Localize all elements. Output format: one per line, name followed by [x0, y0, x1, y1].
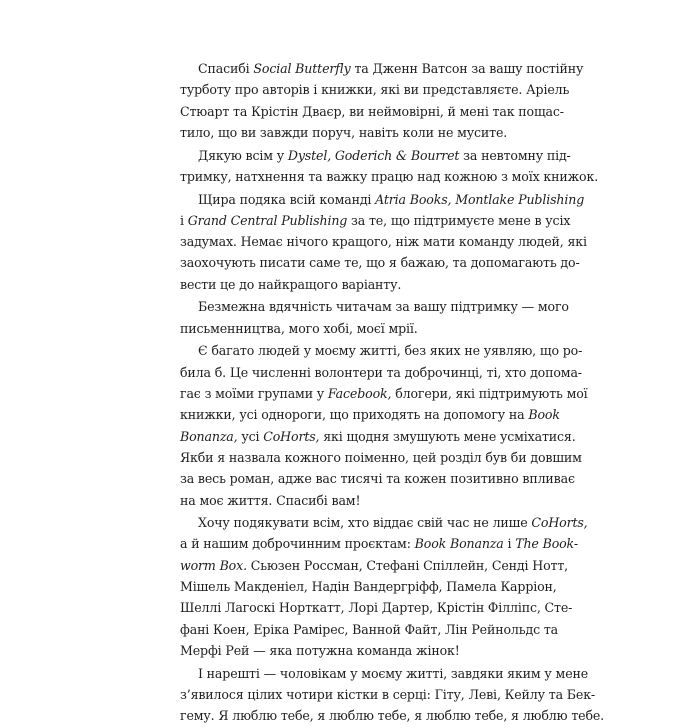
- text-run: Хочу подякувати всім, хто віддає свій час не лише: [198, 515, 532, 531]
- text-line: [180, 619, 558, 640]
- text-run: вести це до найкращого варіанту.: [180, 276, 402, 292]
- text-line: [180, 597, 573, 618]
- paragraph: [180, 58, 584, 143]
- text-run: Дякую всім у: [198, 147, 288, 163]
- text-line: [180, 576, 557, 597]
- text-line: [180, 274, 523, 295]
- text-run: за те, що підтримуєте мене в усіх: [347, 212, 571, 228]
- text-run: гає з моїми групами у: [180, 386, 328, 402]
- italic-title: CoHorts,: [531, 515, 588, 531]
- text-run: фані Коен, Еріка Рамірес, Ванной Файт, Лін Рейнольдс та: [180, 621, 558, 637]
- italic-title: Atria Books, Montlake Publishing: [375, 191, 585, 207]
- text-run: а й нашим доброчинним проєктам:: [180, 536, 415, 552]
- text-run: усі: [237, 428, 264, 444]
- text-line: [180, 490, 523, 511]
- text-line: [180, 58, 584, 79]
- italic-title: Dystel, Goderich & Bourret: [287, 147, 460, 163]
- text-run: Безмежна вдячність читачам за вашу підтримку — мого: [198, 299, 569, 315]
- text-line: [180, 122, 523, 143]
- italic-title: Facebook,: [327, 386, 392, 402]
- text-line: [180, 663, 589, 684]
- text-run: за невтомну під-: [459, 147, 571, 163]
- text-run: з’явилося цілих чотири кістки в серці: Гіту, Леві, Кейлу та Бек-: [180, 686, 596, 702]
- paragraph: [180, 512, 588, 661]
- text-line: [180, 533, 578, 554]
- text-line: [180, 79, 570, 100]
- text-run: Сьюзен Россман, Стефані Спіллейн, Сенді Нотт,: [246, 557, 568, 573]
- text-run: гему. Я люблю тебе, я люблю тебе, я люблю тебе, я люблю тебе.: [180, 708, 605, 724]
- paragraph: [180, 296, 569, 339]
- text-run: тримку, натхнення та важку працю над кожною з моїх книжок.: [180, 168, 599, 184]
- text-run: турботу про авторів і книжки, які ви представляєте. Аріель: [180, 82, 570, 98]
- italic-title: worm Box.: [180, 557, 247, 573]
- text-run: І нарешті — чоловікам у моєму житті, завдяки яким у мене: [198, 665, 589, 681]
- italic-title: Bonanza,: [180, 428, 238, 444]
- text-line: [180, 252, 580, 273]
- text-line: [180, 404, 560, 425]
- text-line: [180, 318, 523, 339]
- text-run: Стюарт та Крістін Дваєр, ви неймовірні, й мені так пощас-: [180, 103, 564, 119]
- text-line: [180, 210, 571, 231]
- italic-title: Social Butterfly: [253, 61, 351, 76]
- text-run: і: [503, 536, 516, 552]
- text-line: [180, 145, 571, 166]
- text-line: [180, 101, 564, 122]
- text-run: книжки, усі однороги, що приходять на допомогу на: [180, 407, 529, 423]
- paragraph: [180, 340, 588, 510]
- text-run: які щодня змушують мене усміхатися.: [319, 428, 576, 444]
- text-line: [180, 555, 568, 576]
- text-run: Мішель Макденіел, Надін Вандергріфф, Памела Карріон,: [180, 579, 557, 595]
- text-run: письменництва, мого хобі, моєї мрії.: [180, 320, 418, 336]
- paragraph: [180, 189, 587, 295]
- paragraph: [180, 145, 599, 188]
- text-line: [180, 512, 588, 533]
- text-line: [180, 684, 596, 705]
- italic-title: Grand Central Publishing: [187, 212, 348, 228]
- text-line: [180, 426, 576, 447]
- italic-title: CoHorts,: [263, 428, 320, 444]
- italic-title: Book Bonanza: [414, 536, 504, 552]
- text-line: [180, 447, 582, 468]
- text-run: задумах. Немає нічого кращого, ніж мати команду людей, які: [180, 234, 587, 250]
- text-run: заохочують писати саме те, що я бажаю, та допомагають до-: [180, 255, 580, 271]
- text-run: Є багато людей у моєму житті, без яких не уявляю, що ро-: [198, 343, 583, 359]
- text-line: [180, 231, 587, 252]
- italic-title: Book: [528, 407, 560, 423]
- text-line: [180, 189, 585, 210]
- text-run: Шеллі Лагоскі Норткатт, Лорі Дартер, Крістін Філліпс, Сте-: [180, 600, 573, 616]
- text-run: за весь роман, адже вас тисячі та кожен позитивно впливає: [180, 471, 575, 487]
- text-line: [180, 296, 569, 317]
- text-line: [180, 340, 583, 361]
- text-run: тило, що ви завжди поруч, навіть коли не мусите.: [180, 124, 508, 140]
- paragraph: [180, 663, 605, 727]
- text-line: [180, 705, 605, 726]
- text-run: Щира подяка всій команді: [198, 191, 376, 207]
- text-line: [180, 166, 599, 187]
- text-run: Якби я назвала кожного поіменно, цей розділ був би довшим: [180, 449, 582, 465]
- text-line: [180, 362, 582, 383]
- book-page-text: [180, 58, 605, 728]
- text-run: на моє життя. Спасибі вам!: [180, 492, 361, 508]
- text-line: [180, 640, 523, 661]
- italic-title: The Book-: [515, 536, 578, 552]
- text-line: [180, 383, 588, 404]
- text-run: Мерфі Рей — яка потужна команда жінок!: [180, 642, 460, 658]
- text-run: била б. Це численні волонтери та доброчинці, ті, хто допома-: [180, 364, 582, 380]
- text-line: [180, 468, 575, 489]
- text-run: і: [180, 212, 188, 228]
- text-run: Спасибі: [198, 61, 254, 76]
- text-run: та Дженн Ватсон за вашу постійну: [350, 61, 584, 76]
- text-run: блогери, які підтримують мої: [391, 386, 588, 402]
